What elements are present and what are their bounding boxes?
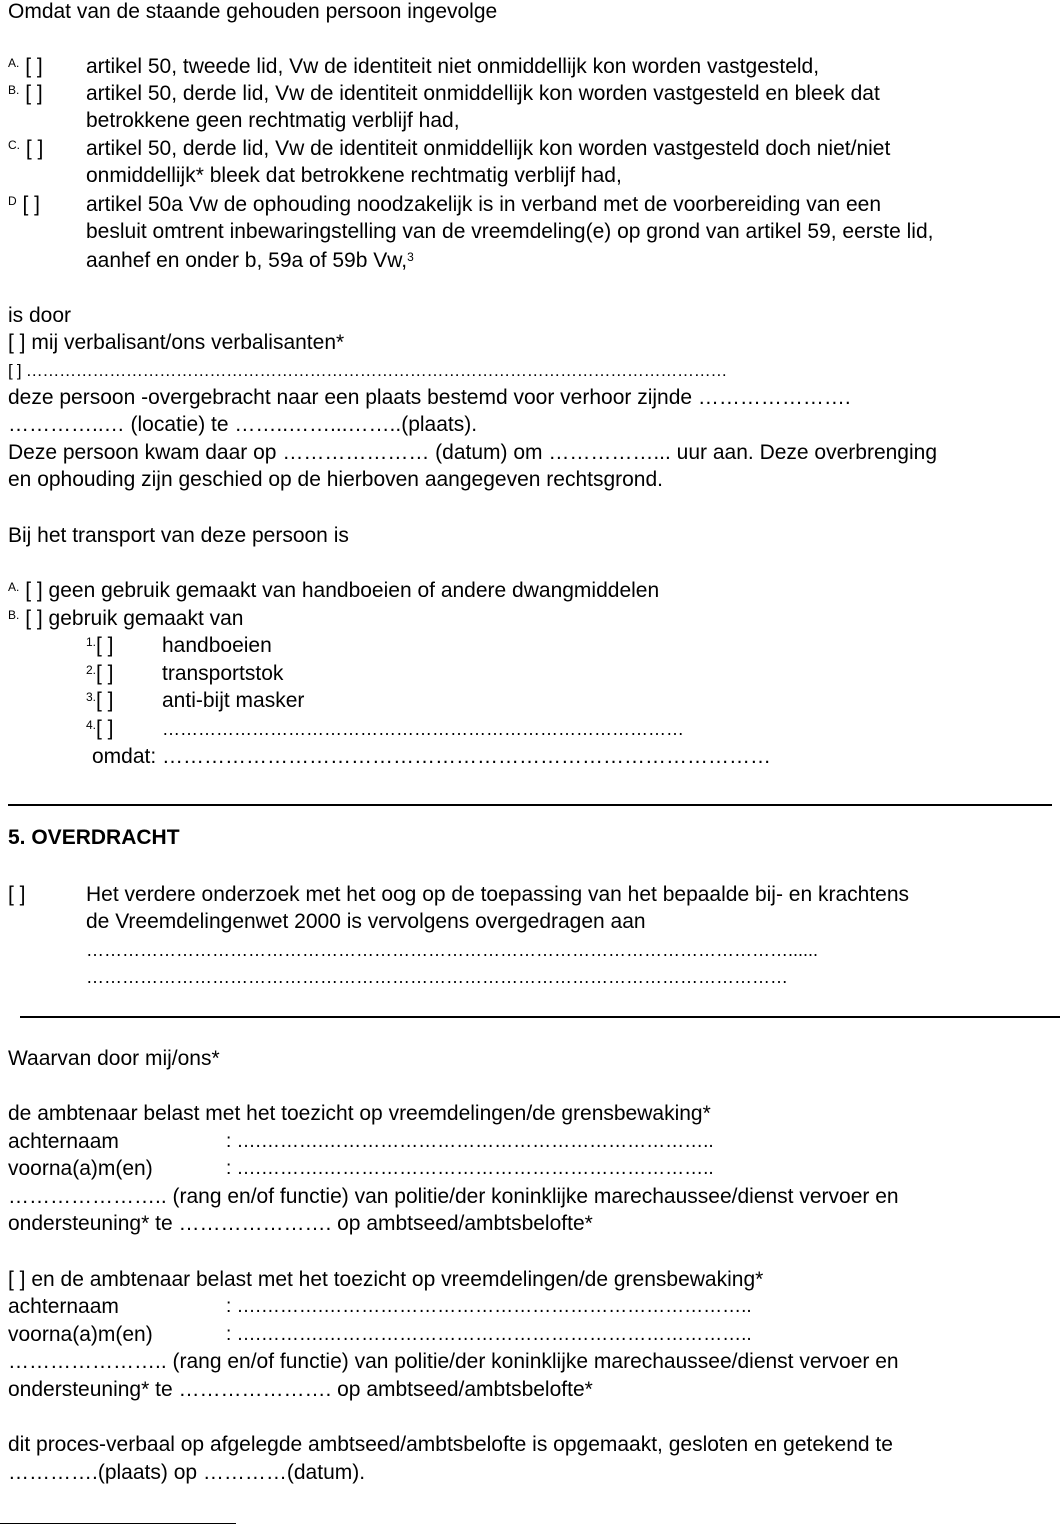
waarvan-text: Waarvan door mij/ons*	[8, 1047, 220, 1070]
checkbox[interactable]: [ ]	[96, 662, 114, 685]
achternaam-field[interactable]: : ….……….……………………………………………………..	[226, 1131, 714, 1152]
option-text: artikel 50, derde lid, Vw de identiteit onmiddellijk kon worden vastgesteld doch niet/niet	[86, 137, 891, 160]
transport-item[interactable]	[86, 634, 114, 658]
overdracht-blank: ………………………………………………………………………………………………………......	[86, 940, 819, 960]
intro-text: Omdat van de staande gehouden persoon ingevolge	[8, 0, 498, 23]
closing-text: dit proces-verbaal op afgelegde ambtseed/ambtsbelofte is opgemaakt, gesloten en getekend te	[8, 1433, 893, 1456]
option-letter: B.	[8, 608, 20, 622]
transport-option-a[interactable]	[8, 579, 659, 603]
option-text-part: aanhef en onder b, 59a of 59b Vw,	[86, 249, 408, 272]
section-heading: 5. OVERDRACHT	[8, 826, 180, 849]
other-verbalisant-option[interactable]: [ ] ………………………………………………………………………………………………………………	[8, 361, 728, 380]
officer-text[interactable]: [ ] en de ambtenaar belast met het toezicht op vreemdelingen/de grensbewaking*	[8, 1268, 764, 1291]
item-label: ……………………………………………………………………………	[162, 719, 684, 739]
item-number: 2.	[86, 663, 97, 677]
item-number: 4.	[86, 718, 97, 732]
checkbox[interactable]: [ ]	[25, 82, 43, 105]
rang-text: ………………….. (rang en/of functie) van politie/der koninklijke marechaussee/dienst vervoer en	[8, 1185, 899, 1208]
checkbox[interactable]: [ ]	[25, 55, 43, 78]
transport-item[interactable]	[86, 689, 114, 713]
checkbox[interactable]: [ ]	[8, 883, 26, 906]
overdracht-text: de Vreemdelingenwet 2000 is vervolgens overgedragen aan	[86, 910, 646, 933]
checkbox[interactable]: [ ]	[96, 689, 114, 712]
item-number: 3.	[86, 690, 97, 704]
option-letter: C.	[8, 138, 20, 152]
footnote-divider	[0, 1523, 236, 1524]
option-text: besluit omtrent inbewaringstelling van de vreemdeling(e) op grond van artikel 59, eerste lid,	[86, 220, 934, 243]
divider	[8, 804, 1052, 806]
item-label: anti-bijt masker	[162, 689, 305, 712]
checkbox[interactable]: [ ]	[22, 193, 41, 216]
option-c[interactable]	[8, 137, 43, 161]
checkbox[interactable]: [ ]	[96, 634, 114, 657]
item-label: handboeien	[162, 634, 272, 657]
is-door-text: is door	[8, 304, 72, 327]
option-a[interactable]	[8, 55, 43, 79]
option-letter: D	[8, 194, 17, 208]
voornamen-field[interactable]: : ….……….…………………………………………………………..	[226, 1324, 752, 1345]
option-letter: A.	[8, 56, 20, 70]
option-text	[86, 249, 414, 273]
verbalisant-option[interactable]: [ ] mij verbalisant/ons verbalisanten*	[8, 331, 345, 354]
rechtsgrond-text: en ophouding zijn geschied op de hierboven aangegeven rechtsgrond.	[8, 468, 663, 491]
option-letter: B.	[8, 83, 20, 97]
aankomst-text: Deze persoon kwam daar op ………………… (datum) om ……………... uur aan. Deze overbrenging	[8, 441, 938, 464]
overdracht-text: Het verdere onderzoek met het oog op de toepassing van het bepaalde bij- en krachtens	[86, 883, 910, 906]
transport-item[interactable]	[86, 717, 114, 741]
voornamen-field[interactable]: : ….……….……………………………………………………..	[226, 1158, 714, 1179]
option-text: artikel 50, derde lid, Vw de identiteit onmiddellijk kon worden vastgesteld en bleek dat	[86, 82, 880, 105]
transport-option-b[interactable]	[8, 607, 243, 631]
field-label: voorna(a)m(en)	[8, 1323, 153, 1346]
option-text: [ ] geen gebruik gemaakt van handboeien of andere dwangmiddelen	[25, 579, 660, 602]
omdat-text: omdat: ……………………………………………………………………………	[92, 745, 772, 768]
checkbox[interactable]: [ ]	[25, 137, 44, 160]
officer-text: de ambtenaar belast met het toezicht op vreemdelingen/de grensbewaking*	[8, 1102, 711, 1125]
rang-text: ondersteuning* te …………………. op ambtseed/ambtsbelofte*	[8, 1212, 593, 1235]
footnote-marker: 3	[407, 250, 414, 264]
option-text: artikel 50, tweede lid, Vw de identiteit niet onmiddellijk kon worden vastgesteld,	[86, 55, 820, 78]
transport-item[interactable]	[86, 662, 114, 686]
option-letter: A.	[8, 580, 20, 594]
field-label: achternaam	[8, 1130, 119, 1153]
checkbox[interactable]: [ ]	[96, 717, 114, 740]
item-label: transportstok	[162, 662, 284, 685]
closing-text: ………….(plaats) op …………(datum).	[8, 1461, 366, 1484]
divider	[20, 1016, 1060, 1018]
option-text: betrokkene geen rechtmatig verblijf had,	[86, 109, 460, 132]
overgebracht-text: deze persoon -overgebracht naar een plaats bestemd voor verhoor zijnde ………………….	[8, 386, 851, 409]
transport-intro: Bij het transport van deze persoon is	[8, 524, 349, 547]
option-d[interactable]	[8, 193, 40, 217]
rang-text: ondersteuning* te …………………. op ambtseed/ambtsbelofte*	[8, 1378, 593, 1401]
locatie-text: …………..… (locatie) te ……..……...……..(plaats).	[8, 413, 478, 436]
option-text: artikel 50a Vw de ophouding noodzakelijk is in verband met de voorbereiding van een	[86, 193, 882, 216]
field-label: voorna(a)m(en)	[8, 1157, 153, 1180]
option-b[interactable]	[8, 82, 43, 106]
item-number: 1.	[86, 635, 97, 649]
option-text: [ ] gebruik gemaakt van	[25, 607, 244, 630]
option-text: onmiddellijk* bleek dat betrokkene rechtmatig verblijf had,	[86, 164, 622, 187]
rang-text: ………………….. (rang en/of functie) van politie/der koninklijke marechaussee/dienst vervoer en	[8, 1350, 899, 1373]
overdracht-blank: ………………………………………………………………………………………………………	[86, 967, 788, 987]
achternaam-field[interactable]: : ….……….…………………………………………………………..	[226, 1296, 752, 1317]
field-label: achternaam	[8, 1295, 119, 1318]
